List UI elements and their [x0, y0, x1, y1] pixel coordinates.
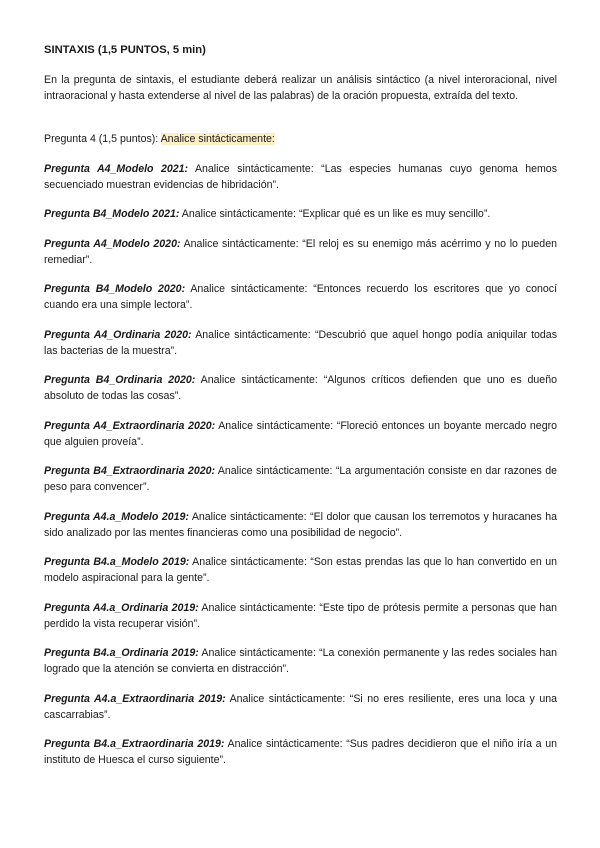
question-label: Pregunta A4_Modelo 2021:	[44, 162, 189, 175]
question-label: Pregunta B4_Extraordinaria 2020:	[44, 465, 216, 477]
question-item	[44, 691, 557, 723]
question-text: Analice sintácticamente: “Las especies humanas cuyo genoma hemos secuenciado muestran evidencias de hibridación”.	[44, 162, 557, 191]
question-text: Analice sintácticamente: “La argumentación consiste en dar razones de peso para convencer”.	[44, 465, 557, 493]
question-item	[44, 372, 557, 404]
question-label: Pregunta A4_Extraordinaria 2020:	[44, 419, 216, 432]
question-label: Pregunta A4_Modelo 2020:	[44, 237, 181, 250]
question-text: Analice sintácticamente: “Algunos críticos defienden que uno es dueño absoluto de todas las cosas”.	[44, 374, 557, 402]
highlighted-instruction: Analice sintácticamente:	[160, 133, 275, 145]
question-item	[44, 736, 557, 768]
intro-paragraph: En la pregunta de sintaxis, el estudiante deberá realizar un análisis sintáctico (a nivel interoracional, nivel intraoracional y hasta extenderse al nivel de las palabras) de la oración propuesta, extraída del texto.	[44, 74, 557, 102]
section-title: SINTAXIS (1,5 PUNTOS, 5 min)	[44, 44, 206, 56]
question-item	[44, 645, 557, 677]
question-label: Pregunta A4.a_Ordinaria 2019:	[44, 601, 199, 614]
question-label: Pregunta B4_Modelo 2020:	[44, 283, 186, 295]
question-item	[44, 236, 557, 268]
question-label: Pregunta B4.a_Modelo 2019:	[44, 556, 190, 568]
question-text: Analice sintácticamente: “Entonces recuerdo los escritores que yo conocí cuando era una simple lectora”.	[44, 283, 557, 311]
question-item	[44, 554, 557, 586]
question-text: Analice sintácticamente: “El dolor que causan los terremotos y huracanes ha sido analizado por las mentes financieras como una posibilidad de negocio”.	[44, 510, 557, 539]
question-text: Analice sintácticamente: “Explicar qué es un like es muy sencillo”.	[179, 208, 491, 220]
question-text: Analice sintácticamente: “El reloj es su enemigo más acérrimo y no lo pueden remediar”.	[44, 237, 557, 266]
question-text: Analice sintácticamente: “Son estas prendas las que lo han convertido en un modelo aspiracional para la gente”.	[44, 556, 557, 584]
question-text: Analice sintácticamente: “Floreció entonces un boyante mercado negro que alguien proveía”.	[44, 419, 558, 448]
question-item	[44, 281, 557, 313]
document-page	[44, 42, 557, 782]
question-item	[44, 463, 557, 495]
question-header-label: Pregunta 4 (1,5 puntos):	[44, 133, 161, 145]
question-label: Pregunta A4_Ordinaria 2020:	[44, 328, 192, 341]
question-label: Pregunta A4.a_Extraordinaria 2019:	[44, 692, 226, 705]
question-text: Analice sintácticamente: “Descubrió que aquel hongo podía aniquilar todas las bacterias de la muestra”.	[44, 328, 557, 357]
question-item	[44, 600, 557, 632]
question-label: Pregunta B4_Ordinaria 2020:	[44, 374, 196, 386]
question-list	[44, 161, 557, 769]
question-label: Pregunta B4.a_Extraordinaria 2019:	[44, 738, 225, 750]
question-text: Analice sintácticamente: “Sus padres decidieron que el niño iría a un instituto de Huesca el curso siguiente”.	[44, 738, 558, 766]
question-label: Pregunta B4_Modelo 2021:	[44, 208, 180, 220]
question-item	[44, 206, 557, 222]
question-header	[44, 131, 557, 147]
question-item	[44, 509, 557, 541]
question-text: Analice sintácticamente: “Si no eres resiliente, eres una loca y una cascarrabias”.	[44, 692, 557, 721]
question-item	[44, 327, 557, 359]
question-item	[44, 161, 557, 193]
question-label: Pregunta B4.a_Ordinaria 2019:	[44, 647, 199, 659]
question-label: Pregunta A4.a_Modelo 2019:	[44, 510, 189, 523]
question-item	[44, 418, 557, 450]
question-text: Analice sintácticamente: “Este tipo de prótesis permite a personas que han perdido la vista recuperar visión”.	[44, 601, 557, 630]
question-text: Analice sintácticamente: “La conexión permanente y las redes sociales han logrado que la atención se convierta en distracción”.	[44, 647, 558, 675]
